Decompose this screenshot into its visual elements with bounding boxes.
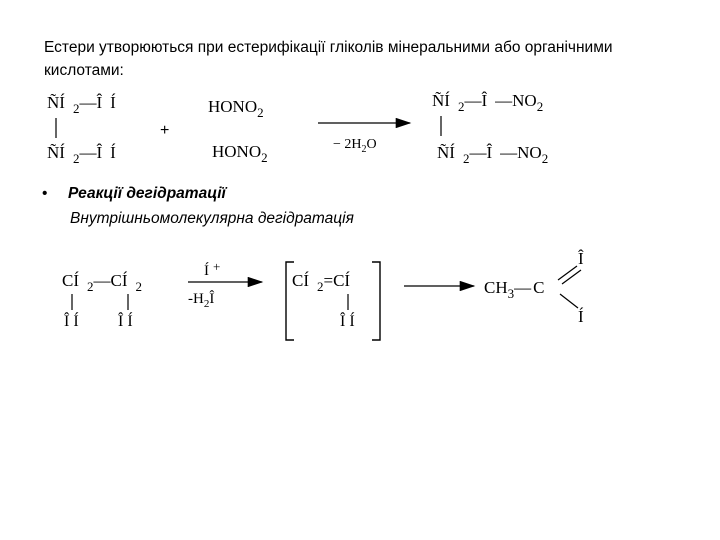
subheading: Внутрішньомолекулярна дегідратація xyxy=(70,210,354,227)
reactant-full-text: CÍ $_2$—CÍ $_2$ xyxy=(62,271,142,294)
intermediate-enol: CÍ $_2$=CÍ xyxy=(292,271,351,294)
plus-sign: + xyxy=(160,122,170,139)
bullet-text: Реакції дегідратації xyxy=(68,185,226,202)
reaction-2 xyxy=(64,249,584,340)
double-bond-b xyxy=(562,270,581,284)
reactant-oh-right: Î Í xyxy=(118,313,133,330)
product-bottom: ÑÍ $_2$—Î $—NO_2$ xyxy=(437,143,549,166)
reaction-2-arrow-label: $-H_2Î$ xyxy=(188,291,215,310)
product-top: ÑÍ $_2$—Î $—NO_2$ xyxy=(432,91,544,114)
double-bond-a xyxy=(558,266,577,280)
reaction-1 xyxy=(47,91,548,166)
single-bond xyxy=(560,294,578,308)
bracket-right xyxy=(372,262,380,340)
bullet-dot: • xyxy=(42,185,48,202)
acid-top: $HONO_2$ xyxy=(208,97,264,120)
intro-text: Естери утворюються при естерифікації гліколів мінеральними або органічними кислотами: xyxy=(44,39,613,79)
acid-bottom: $HONO_2$ xyxy=(212,142,268,165)
reaction-1-arrow-label: − $2H_2O$ xyxy=(333,137,377,155)
product-acetaldehyde: $CH_3—$ C xyxy=(484,278,545,301)
reactant-chain-full xyxy=(62,271,142,294)
product-oxygen-bottom: Í xyxy=(578,307,584,326)
intermediate-oh: Î Í xyxy=(340,313,355,330)
reactant-oh-left: Î Í xyxy=(64,313,79,330)
glycol-top: ÑÍ $_2$—Î Í xyxy=(47,93,116,116)
glycol-bottom: ÑÍ $_2$—Î Í xyxy=(47,143,116,166)
product-oxygen-top: Î xyxy=(578,249,584,268)
catalyst-label: Í + xyxy=(204,259,221,279)
